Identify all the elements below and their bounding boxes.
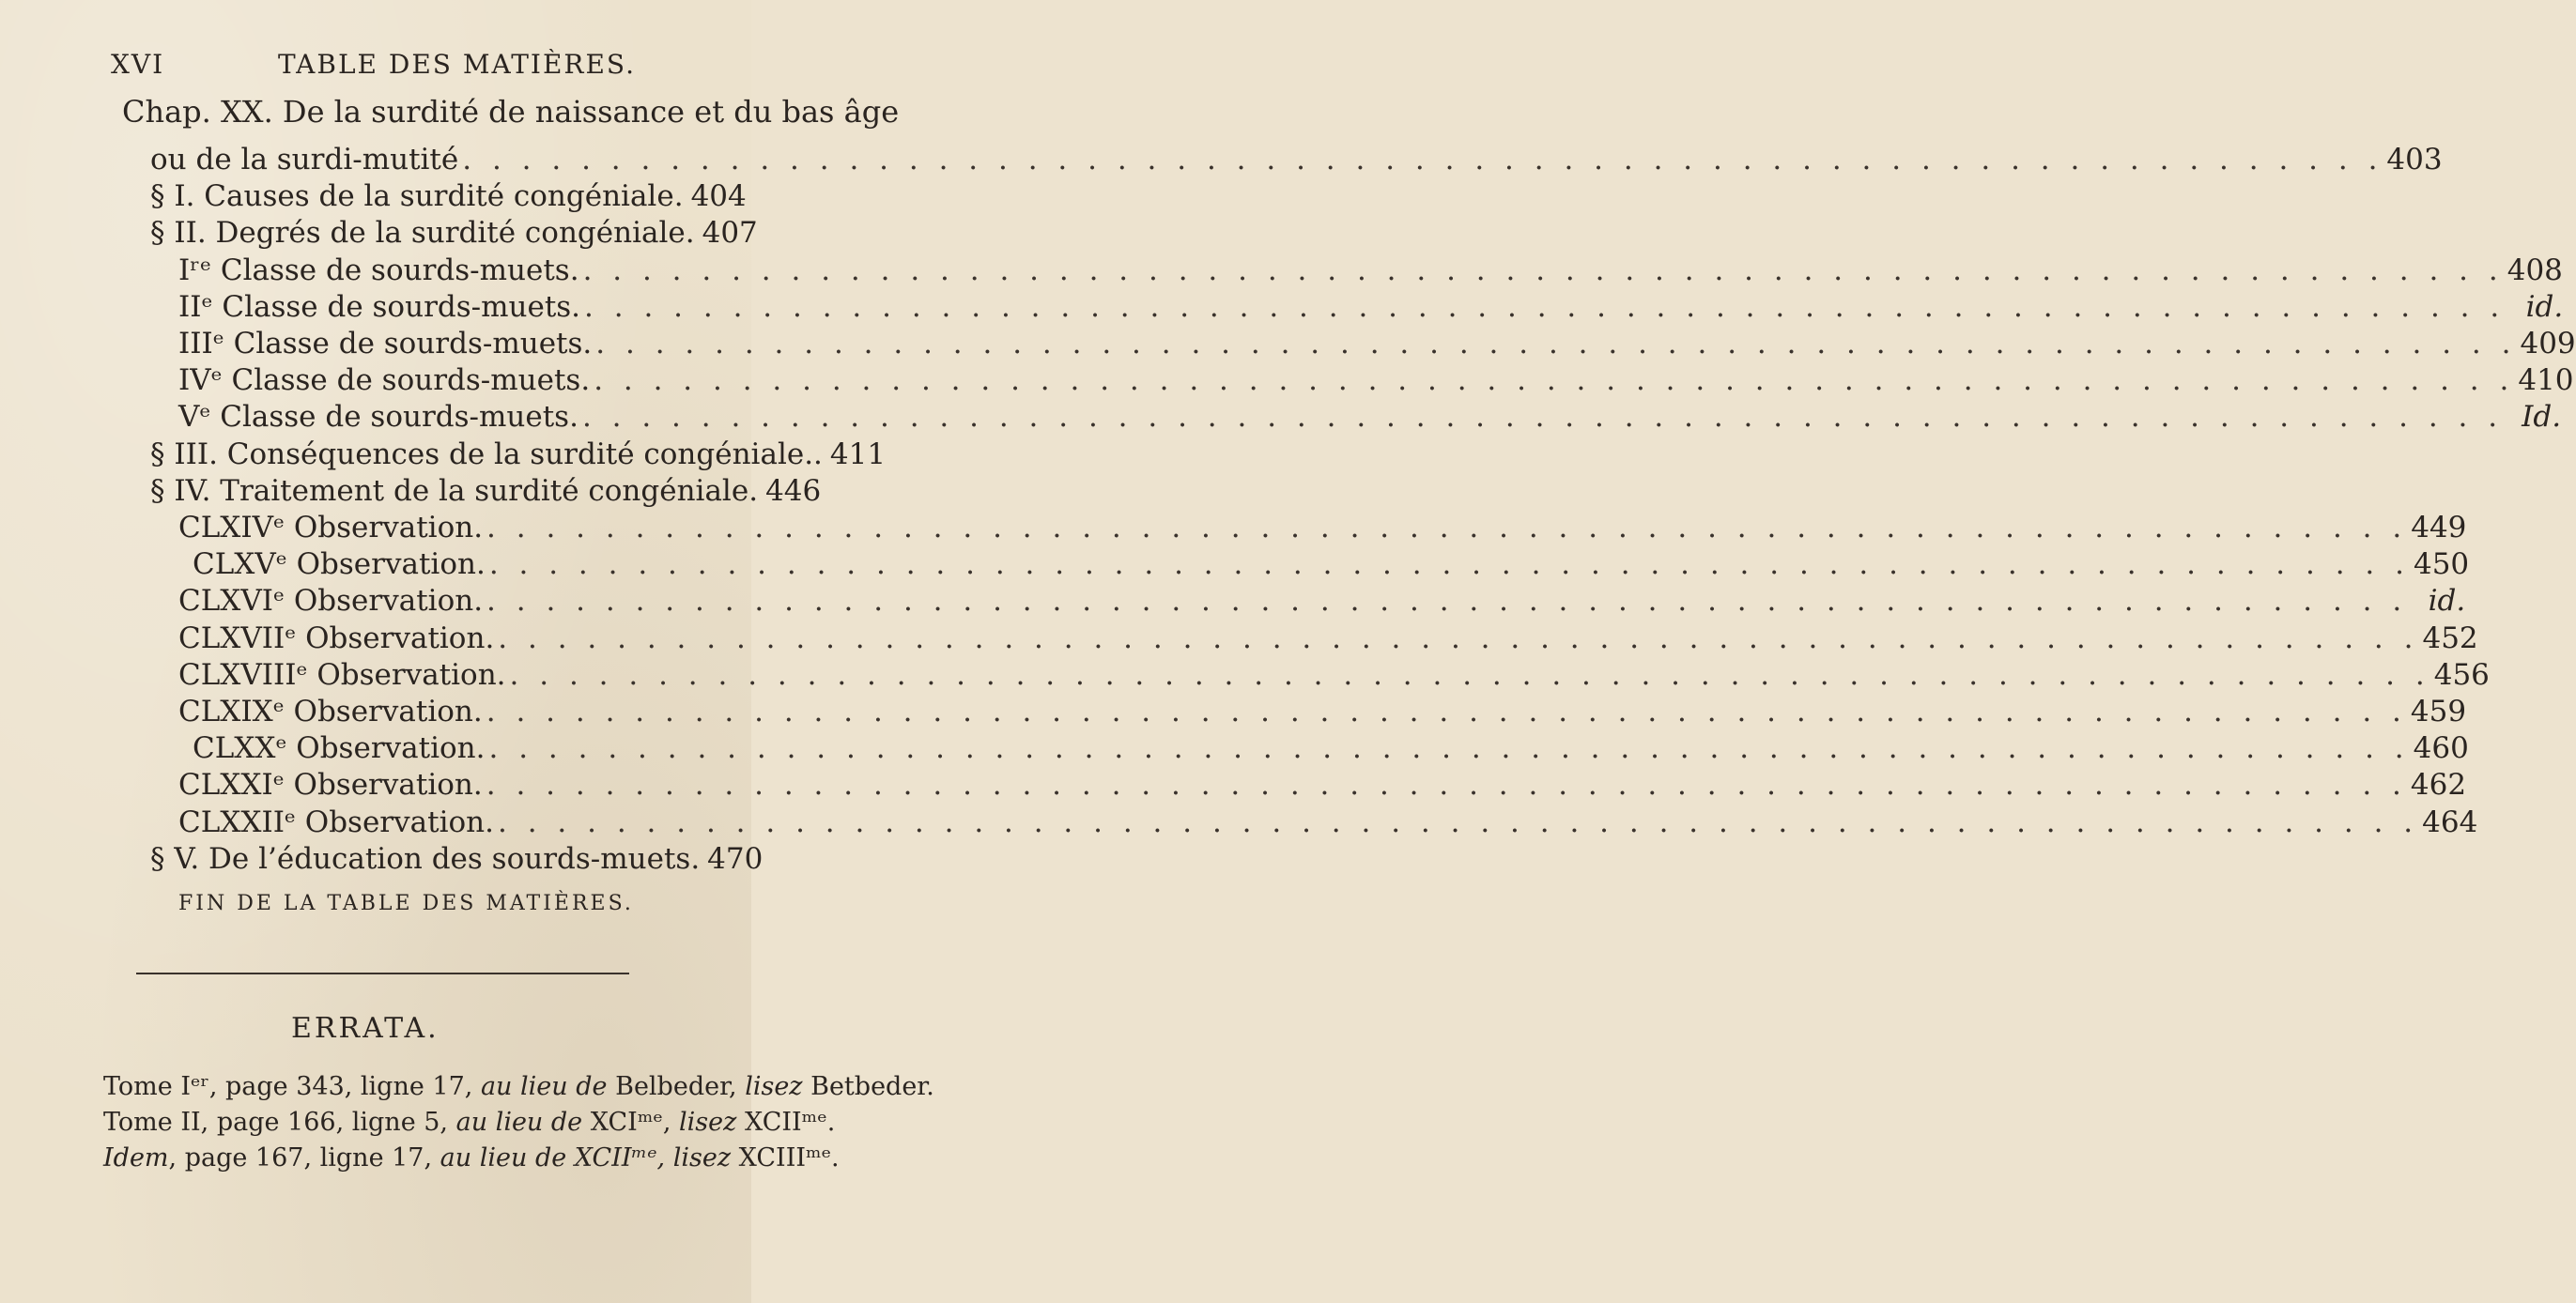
toc-entry [150,143,2443,184]
toc-entry-page: 446 [765,474,822,508]
end-of-table-note: FIN DE LA TABLE DES MATIÈRES. [178,892,634,915]
toc-entry-page: 470 [707,842,764,876]
errata-italic: au lieu de XCIIᵐᵉ, [440,1143,673,1173]
toc-entry [178,695,2467,736]
errata-line-1 [103,1072,934,1101]
toc-entry-label: IIᵉ Classe de sourds-muets. [178,290,581,324]
errata-italic: lisez [679,1108,737,1137]
toc-entry-label: CLXVIᵉ Observation. [178,584,484,618]
toc-leader-dots [595,327,2516,360]
toc-entry-label: § III. Conséquences de la surdité congéniale.. [150,437,823,471]
toc-leader-dots [584,290,2505,324]
errata-title: ERRATA. [291,1012,440,1045]
toc-entry-page: id. [2525,290,2564,324]
toc-entry [178,363,2574,405]
toc-entry [178,400,2562,441]
toc-entry-page: 456 [2433,658,2490,692]
errata-italic: Idem [103,1143,169,1173]
toc-entry [150,842,764,883]
page-number: XVI [111,49,165,80]
toc-entry [150,216,758,257]
toc-entry-page: 404 [690,179,747,213]
toc-entry-page: id. [2428,584,2466,618]
toc-entry-page: 462 [2410,768,2467,802]
toc-entry-label: CLXXIᵉ Observation. [178,768,483,802]
running-head: TABLE DES MATIÈRES. [278,49,636,80]
toc-entry-label: CLXIXᵉ Observation. [178,695,483,728]
toc-leader-dots [582,400,2503,434]
errata-text: , page 167, ligne 17, [168,1143,440,1173]
toc-entry-label: § IV. Traitement de la surdité congéniale. [150,474,759,508]
toc-entry-label: CLXVᵉ Observation. [193,547,486,581]
toc-entry-label: Vᵉ Classe de sourds-muets. [178,400,578,434]
toc-entry [178,290,2564,331]
toc-leader-dots [594,363,2514,397]
toc-entry-page: 450 [2413,547,2470,581]
toc-entry [178,584,2466,625]
toc-leader-dots [488,731,2409,765]
toc-entry [178,253,2563,295]
toc-leader-dots [583,253,2504,287]
toc-entry-page: 449 [2411,511,2467,544]
toc-leader-dots [498,805,2418,839]
toc-entry-page: 403 [2386,143,2443,176]
errata-text: Tome II, page 166, ligne 5, [103,1108,456,1137]
toc-entry-label: CLXXIIᵉ Observation. [178,805,494,839]
errata-text: XCIᵐᵉ, [582,1108,680,1137]
toc-entry-label: § II. Degrés de la surdité congéniale. [150,216,695,250]
toc-entry [193,731,2469,773]
toc-entry-label: § V. De l’éducation des sourds-muets. [150,842,701,876]
chapter-heading: Chap. XX. De la surdité de naissance et du bas âge [122,94,900,130]
toc-entry-label: CLXVIIIᵉ Observation. [178,658,506,692]
toc-entry-label: CLXVIIᵉ Observation. [178,621,495,655]
toc-entry-label: § I. Causes de la surdité congéniale. [150,179,684,213]
toc-entry [178,805,2478,847]
toc-entry-page: 411 [829,437,887,471]
toc-entry [150,474,822,515]
errata-line-3 [103,1143,840,1173]
toc-entry-label: CLXIVᵉ Observation. [178,511,484,544]
toc-entry-page: 452 [2422,621,2478,655]
toc-leader-dots [486,695,2407,728]
toc-entry-label: CLXXᵉ Observation. [193,731,486,765]
toc-entry-page: 459 [2410,695,2467,728]
toc-entry-page: 410 [2518,363,2574,397]
toc-entry [178,621,2478,663]
toc-entry [178,511,2467,552]
toc-entry [150,179,747,221]
toc-entry-page: 409 [2520,327,2576,360]
toc-entry [150,437,887,479]
errata-text: Tome Iᵉʳ, page 343, ligne 17, [103,1072,481,1101]
toc-leader-dots [462,143,2383,176]
errata-italic: lisez [745,1072,803,1101]
toc-leader-dots [498,621,2418,655]
toc-entry-page: 460 [2413,731,2469,765]
toc-entry-page: 408 [2507,253,2563,287]
errata-line-2 [103,1108,835,1137]
toc-entry-label: IIIᵉ Classe de sourds-muets. [178,327,593,360]
errata-italic: au lieu de [455,1108,583,1137]
toc-entry [178,658,2490,699]
errata-italic: lisez [672,1143,732,1173]
toc-leader-dots [489,547,2410,581]
errata-text: Betbeder. [802,1072,934,1101]
toc-leader-dots [486,511,2407,544]
toc-entry-label: IVᵉ Classe de sourds-muets. [178,363,591,397]
errata-text: XCIIᵐᵉ. [736,1108,836,1137]
toc-entry-label: Iʳᵉ Classe de sourds-muets. [178,253,579,287]
errata-text: Belbeder, [607,1072,746,1101]
errata-italic: au lieu de [480,1072,608,1101]
errata-text: XCIIIᵐᵉ. [731,1143,840,1173]
toc-entry [193,547,2470,589]
toc-entry [178,768,2467,809]
toc-entry-page: 407 [702,216,758,250]
toc-entry-page: Id. [2522,400,2562,434]
toc-leader-dots [510,658,2430,692]
toc-entry-page: 464 [2422,805,2478,839]
toc-leader-dots [486,768,2407,802]
toc-leader-dots [486,584,2407,618]
page-header [111,49,637,86]
toc-entry [178,327,2576,368]
section-divider [136,973,629,974]
toc-entry-label: ou de la surdi-mutité [150,143,459,176]
